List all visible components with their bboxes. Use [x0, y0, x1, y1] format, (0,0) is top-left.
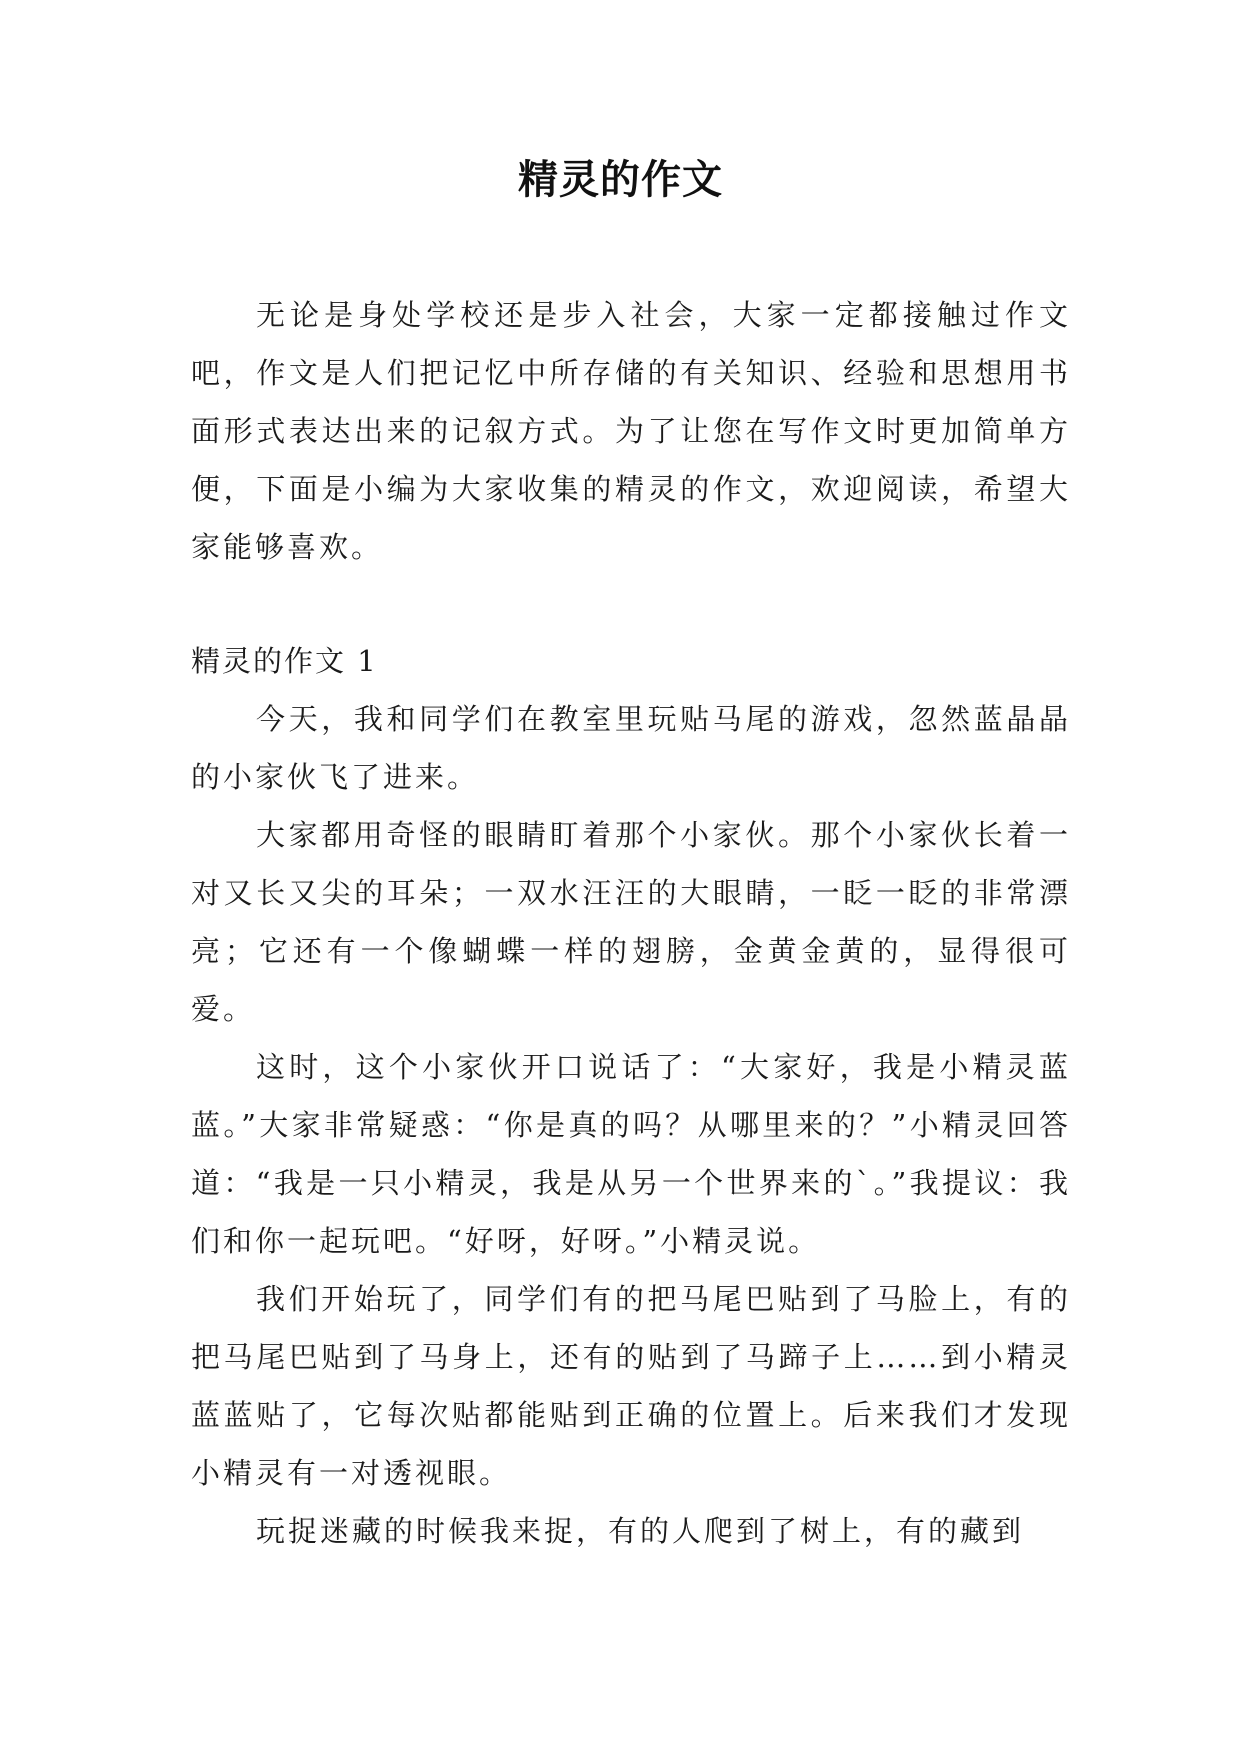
body-paragraph: 玩捉迷藏的时候我来捉，有的人爬到了树上，有的藏到 — [256, 1514, 1025, 1548]
body-paragraph: 今天，我和同学们在教室里玩贴马尾的游戏，忽然蓝晶晶的小家伙飞了进来。 — [191, 702, 1071, 794]
body-paragraph: 大家都用奇怪的眼睛盯着那个小家伙。那个小家伙长着一对又长又尖的耳朵；一双水汪汪的大眼睛，一眨一眨的非常漂亮；它还有一个像蝴蝶一样的翅膀，金黄金黄的，显得很可爱。 — [191, 818, 1071, 1026]
document-title: 精灵的作文 — [518, 156, 723, 203]
document-body — [191, 286, 1071, 1560]
body-paragraph: 我们开始玩了，同学们有的把马尾巴贴到了马脸上，有的把马尾巴贴到了马身上，还有的贴到了马蹄子上……到小精灵蓝蓝贴了，它每次贴都能贴到正确的位置上。后来我们才发现小精灵有一对透视眼。 — [191, 1282, 1071, 1490]
body-paragraph: 这时，这个小家伙开口说话了：“大家好，我是小精灵蓝蓝。”大家非常疑惑：“你是真的吗？从哪里来的？”小精灵回答道：“我是一只小精灵，我是从另一个世界来的`。”我提议：我们和你一起玩吧。“好呀，好呀。”小精灵说。 — [191, 1050, 1071, 1258]
section-heading: 精灵的作文 1 — [191, 644, 378, 678]
intro-paragraph: 无论是身处学校还是步入社会，大家一定都接触过作文吧，作文是人们把记忆中所存储的有关知识、经验和思想用书面形式表达出来的记叙方式。为了让您在写作文时更加简单方便，下面是小编为大家收集的精灵的作文，欢迎阅读，希望大家能够喜欢。 — [191, 298, 1071, 564]
